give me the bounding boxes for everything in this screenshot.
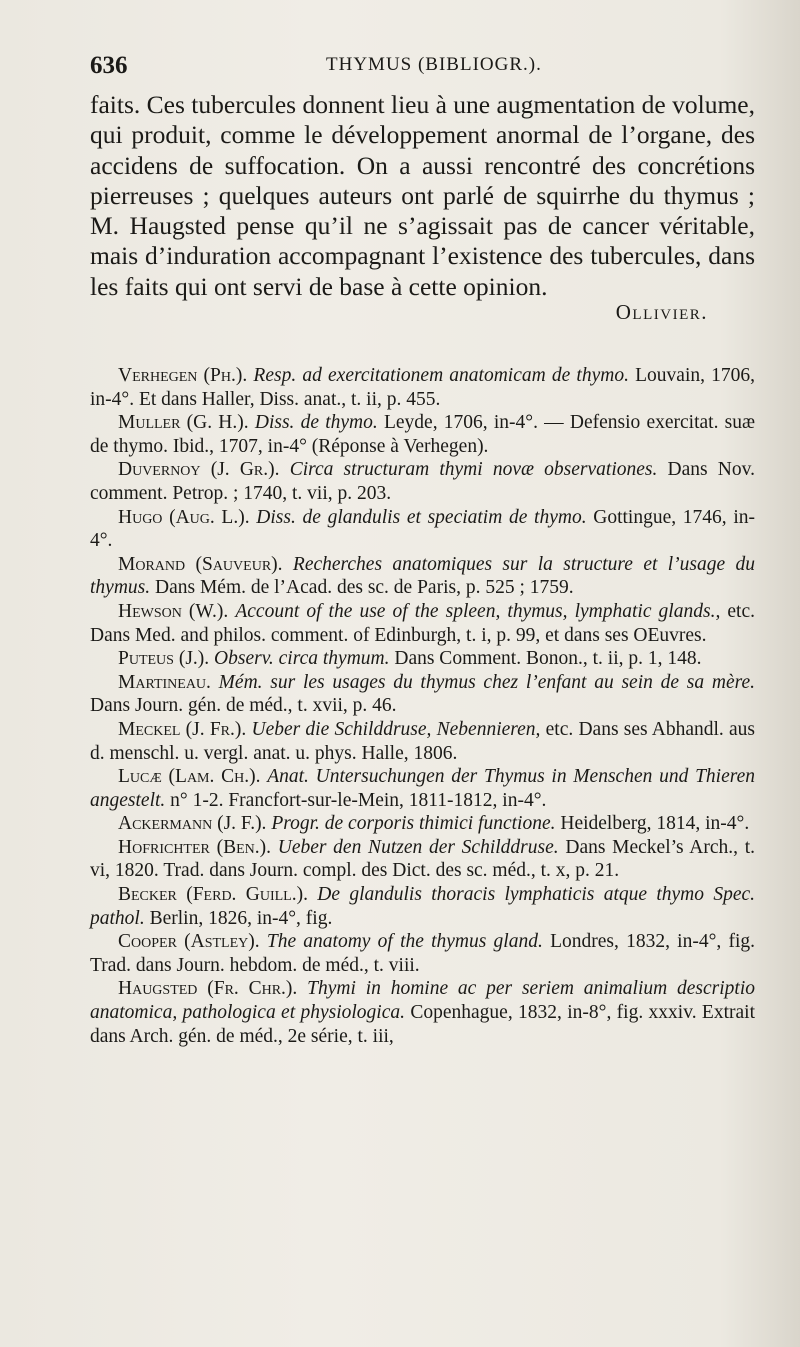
entry-details: Dans Mém. de l’Acad. des sc. de Paris, p. 525 ; 1759.	[155, 577, 574, 599]
entry-title: Anat. Untersuchungen der Thymus in Menschen und Thieren angestelt.	[90, 766, 756, 811]
entry-author: Meckel (J. Fr.).	[118, 718, 247, 740]
entry-details: Louvain, 1706, in-4°. Et dans Haller, Diss. anat., t. ii, p. 455.	[90, 365, 756, 410]
entry-details: Gottingue, 1746, in-4°.	[90, 506, 756, 552]
entry-author: Duvernoy (J. Gr.).	[118, 459, 280, 481]
bibliography-entry	[90, 718, 755, 765]
running-head: THYMUS (BIBLIOGR.).	[326, 54, 542, 75]
entry-title: Progr. de corporis thimici functione.	[271, 813, 556, 835]
entry-author: Puteus (J.).	[118, 648, 210, 670]
entry-title: Recherches anatomiques sur la structure et l’usage du thymus.	[90, 553, 756, 599]
bibliography-entry	[90, 812, 755, 836]
entry-details: etc. Dans Med. and philos. comment. of Edinburgh, t. i, p. 99, et dans ses OEuvres.	[90, 600, 756, 646]
entry-author: Martineau.	[118, 671, 211, 693]
entry-title: The anatomy of the thymus gland.	[266, 931, 543, 953]
bibliography-entry	[90, 647, 755, 671]
bibliography-entry	[90, 458, 755, 505]
entry-title: Diss. de thymo.	[254, 412, 378, 434]
entry-title: Ueber den Nutzen der Schilddruse.	[277, 836, 559, 858]
entry-details: Dans Journ. gén. de méd., t. xvii, p. 46.	[90, 695, 397, 717]
bibliography-entry	[90, 506, 755, 553]
bibliography-entry	[90, 671, 755, 718]
entry-details: Heidelberg, 1814, in-4°.	[560, 813, 750, 835]
entry-author: Becker (Ferd. Guill.).	[118, 884, 308, 906]
bibliography-entry	[90, 836, 755, 883]
entry-author: Lucæ (Lam. Ch.).	[118, 766, 261, 788]
entry-title: Resp. ad exercitationem anatomicam de thymo.	[253, 365, 629, 386]
entry-author: Muller (G. H.).	[118, 412, 249, 434]
bibliography-entry	[90, 364, 755, 411]
entry-author: Haugsted (Fr. Chr.).	[118, 978, 298, 1000]
bibliography-entry	[90, 553, 755, 600]
bibliography-entry	[90, 600, 755, 647]
entry-details: n° 1-2. Francfort-sur-le-Mein, 1811-1812, in-4°.	[170, 789, 547, 811]
page-header	[90, 52, 745, 88]
entry-details: Londres, 1832, in-4°, fig. Trad. dans Journ. hebdom. de méd., t. viii.	[90, 931, 755, 976]
body-paragraph	[90, 90, 755, 302]
entry-title: Diss. de glandulis et speciatim de thymo.	[256, 506, 587, 528]
entry-title: De glandulis thoracis lymphaticis atque thymo Spec. pathol.	[90, 884, 756, 929]
entry-details: Leyde, 1706, in-4°. — Defensio exercitat. suæ de thymo. Ibid., 1707, in-4° (Réponse à Verhegen).	[90, 412, 756, 457]
bibliography-entry	[90, 977, 755, 1048]
entry-title: Circa structuram thymi novæ observationes.	[289, 459, 658, 481]
bibliography-list	[90, 364, 755, 1048]
entry-title: Account of the use of the spleen, thymus, lymphatic glands.,	[235, 600, 721, 622]
entry-title: Mém. sur les usages du thymus chez l’enfant au sein de sa mère.	[218, 671, 756, 693]
entry-details: Copenhague, 1832, in-8°, fig. xxxiv. Extrait dans Arch. gén. de méd., 2e série, t. iii,	[90, 1002, 755, 1047]
entry-author: Ackermann (J. F.).	[118, 813, 267, 835]
paragraph-text: faits. Ces tubercules donnent lieu à une augmentation de volume, qui produit, comme le développement anormal de l’organe, des accidens de suffocation. On a aussi rencontré des concrétions pierreuses ; quelques auteurs ont parlé de squirrhe du thymus ; M. Haugsted pense qu’il ne s’agissait pas de cancer véritable, mais d’induration accompagnant l’existence des tubercules, dans les faits qui ont servi de base à cette opinion.	[90, 90, 755, 301]
bibliography-entry	[90, 765, 755, 812]
entry-author: Verhegen (Ph.).	[118, 365, 248, 386]
entry-details: etc. Dans ses Abhandl. aus d. menschl. u. vergl. anat. u. phys. Halle, 1806.	[90, 718, 755, 764]
entry-title: Observ. circa thymum.	[214, 648, 390, 670]
bibliography-entry	[90, 411, 755, 458]
author-signature: Ollivier.	[615, 300, 708, 324]
page-number: 636	[90, 52, 128, 79]
entry-author: Hugo (Aug. L.).	[118, 506, 250, 528]
entry-details: Berlin, 1826, in-4°, fig.	[149, 907, 333, 929]
entry-author: Morand (Sauveur).	[118, 553, 283, 575]
entry-author: Hofrichter (Ben.).	[118, 836, 271, 858]
entry-details: Dans Meckel’s Arch., t. vi, 1820. Trad. dans Journ. compl. des Dict. des sc. méd., t. x, p. 21.	[90, 836, 756, 882]
entry-title: Ueber die Schilddruse, Nebennieren,	[251, 718, 541, 740]
entry-author: Cooper (Astley).	[118, 931, 260, 953]
bibliography-entry	[90, 883, 755, 930]
bibliography-entry	[90, 930, 755, 977]
entry-title: Thymi in homine ac per seriem animalium descriptio anatomica, pathologica et physiologica.	[90, 978, 755, 1024]
entry-author: Hewson (W.).	[118, 600, 229, 622]
entry-details: Dans Comment. Bonon., t. ii, p. 1, 148.	[394, 648, 702, 670]
entry-details: Dans Nov. comment. Petrop. ; 1740, t. vii, p. 203.	[90, 459, 755, 504]
